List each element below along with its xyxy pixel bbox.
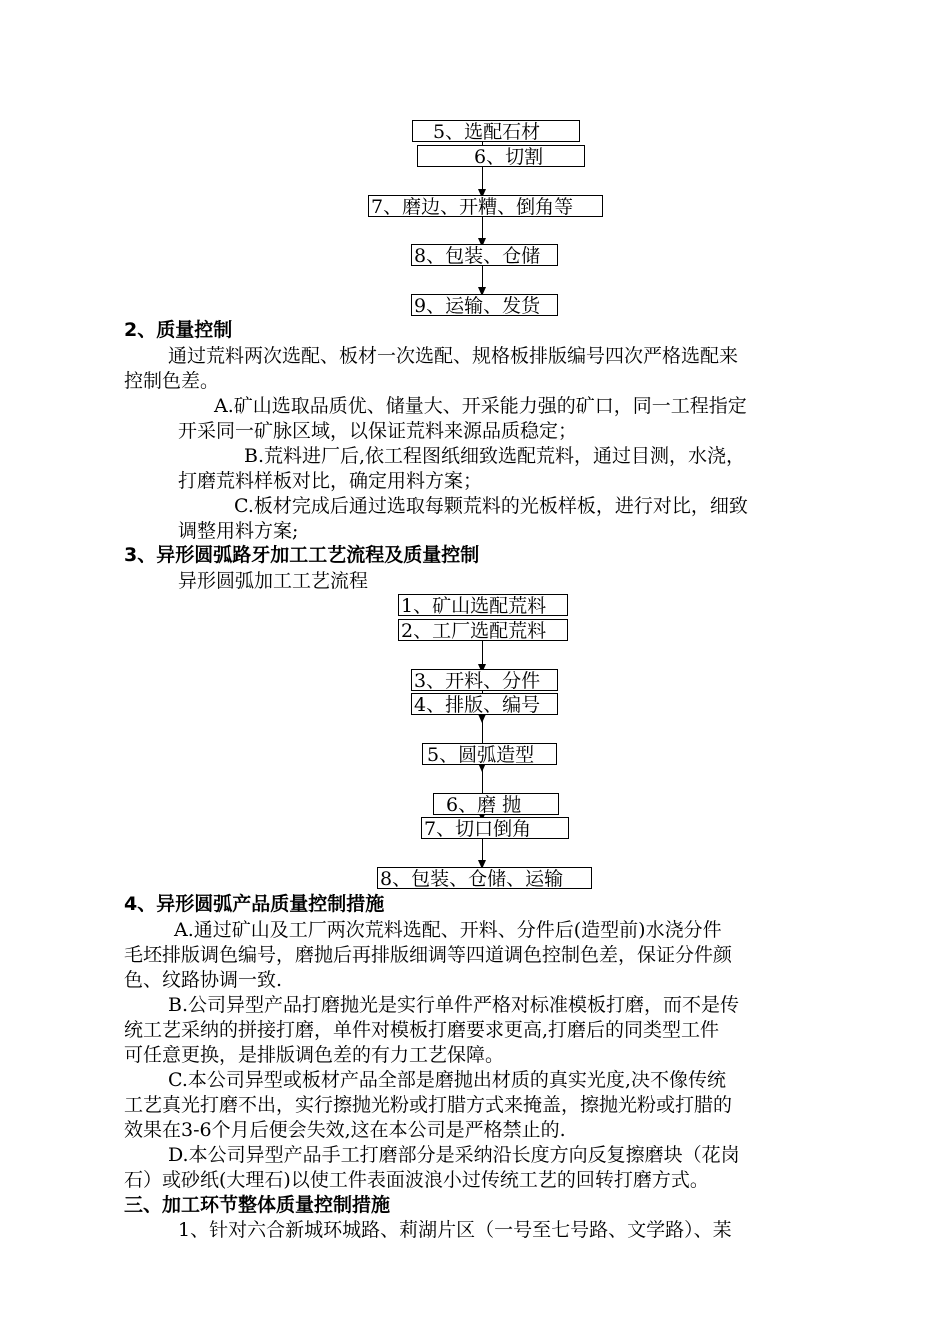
flow-step: 4、排版、编号 (411, 693, 558, 715)
flow-step: 2、工厂选配荒料 (398, 619, 568, 641)
paragraph-line: 通过荒料两次选配、板材一次选配、规格板排版编号四次严格选配来 (168, 345, 739, 367)
flow-step: 6、切割 (417, 145, 585, 167)
paragraph-line: 1、针对六合新城环城路、莉湖片区（一号至七号路、文学路）、苿 (178, 1219, 732, 1241)
section-heading: 三、加工环节整体质量控制措施 (124, 1194, 391, 1216)
paragraph-line: 控制色差。 (124, 370, 220, 392)
paragraph-line: 效果在3-6个月后便会失效,这在本公司是严格禁止的. (124, 1119, 566, 1141)
paragraph-line: 工艺真光打磨不出，实行擦抛光粉或打腊方式来掩盖，擦抛光粉或打腊的 (124, 1094, 733, 1116)
paragraph-line: 统工艺采纳的拼接打磨，单件对模板打磨要求更高,打磨后的同类型工件 (124, 1019, 720, 1041)
paragraph-line: 石）或砂纸(大理石)以使工件表面波浪小过传统工艺的回转打磨方式。 (124, 1169, 709, 1191)
flow-step: 8、包装、仓储、运输 (377, 867, 592, 889)
paragraph-line: D.本公司异型产品手工打磨部分是采纳沿长度方向反复擦磨块（花岗 (168, 1144, 740, 1166)
paragraph-line: B.公司异型产品打磨抛光是实行单件严格对标准模板打磨，而不是传 (168, 994, 740, 1016)
paragraph-line: 开采同一矿脉区域，以保证荒料来源品质稳定； (178, 420, 578, 442)
paragraph-line: A.通过矿山及工厂两次荒料选配、开料、分件后(造型前)水浇分件 (174, 919, 722, 941)
paragraph-line: 调整用料方案; (178, 520, 299, 542)
paragraph-line: B.荒料进厂后,依工程图纸细致选配荒料，通过目测，水浇， (244, 445, 746, 467)
paragraph-line: 打磨荒料样板对比，确定用料方案； (178, 470, 483, 492)
flow-step: 9、运输、发货 (411, 294, 558, 316)
flow-step: 7、切口倒角 (421, 817, 569, 839)
flow-step: 8、包装、仓储 (411, 244, 558, 266)
flow-step: 1、矿山选配荒料 (398, 594, 568, 616)
paragraph-line: A.矿山选取品质优、储量大、开采能力强的矿口，同一工程指定 (214, 395, 747, 417)
section-heading: 4、异形圆弧产品质量控制措施 (124, 893, 385, 915)
paragraph-line: 毛坯排版调色编号，磨抛后再排版细调等四道调色控制色差，保证分件颜 (124, 944, 733, 966)
flow-step: 7、磨边、开糟、倒角等 (368, 195, 603, 217)
flow-step: 3、开料、分件 (411, 669, 558, 691)
paragraph-line: 色、纹路协调一致. (124, 969, 283, 991)
paragraph-line: C.板材完成后通过选取每颗荒料的光板样板，进行对比，细致 (234, 495, 748, 517)
flow-step: 6、磨 抛 (433, 793, 559, 815)
section-heading: 3、异形圆弧路牙加工工艺流程及质量控制 (124, 544, 480, 566)
paragraph-line: 可任意更换，是排版调色差的有力工艺保障。 (124, 1044, 505, 1066)
flow-step: 5、选配石材 (412, 120, 580, 142)
section-heading: 2、质量控制 (124, 319, 233, 341)
paragraph-line: C.本公司异型或板材产品全部是磨抛出材质的真实光度,决不像传统 (168, 1069, 726, 1091)
flow-step: 5、圆弧造型 (422, 743, 557, 765)
flow-title: 异形圆弧加工工艺流程 (178, 570, 369, 592)
